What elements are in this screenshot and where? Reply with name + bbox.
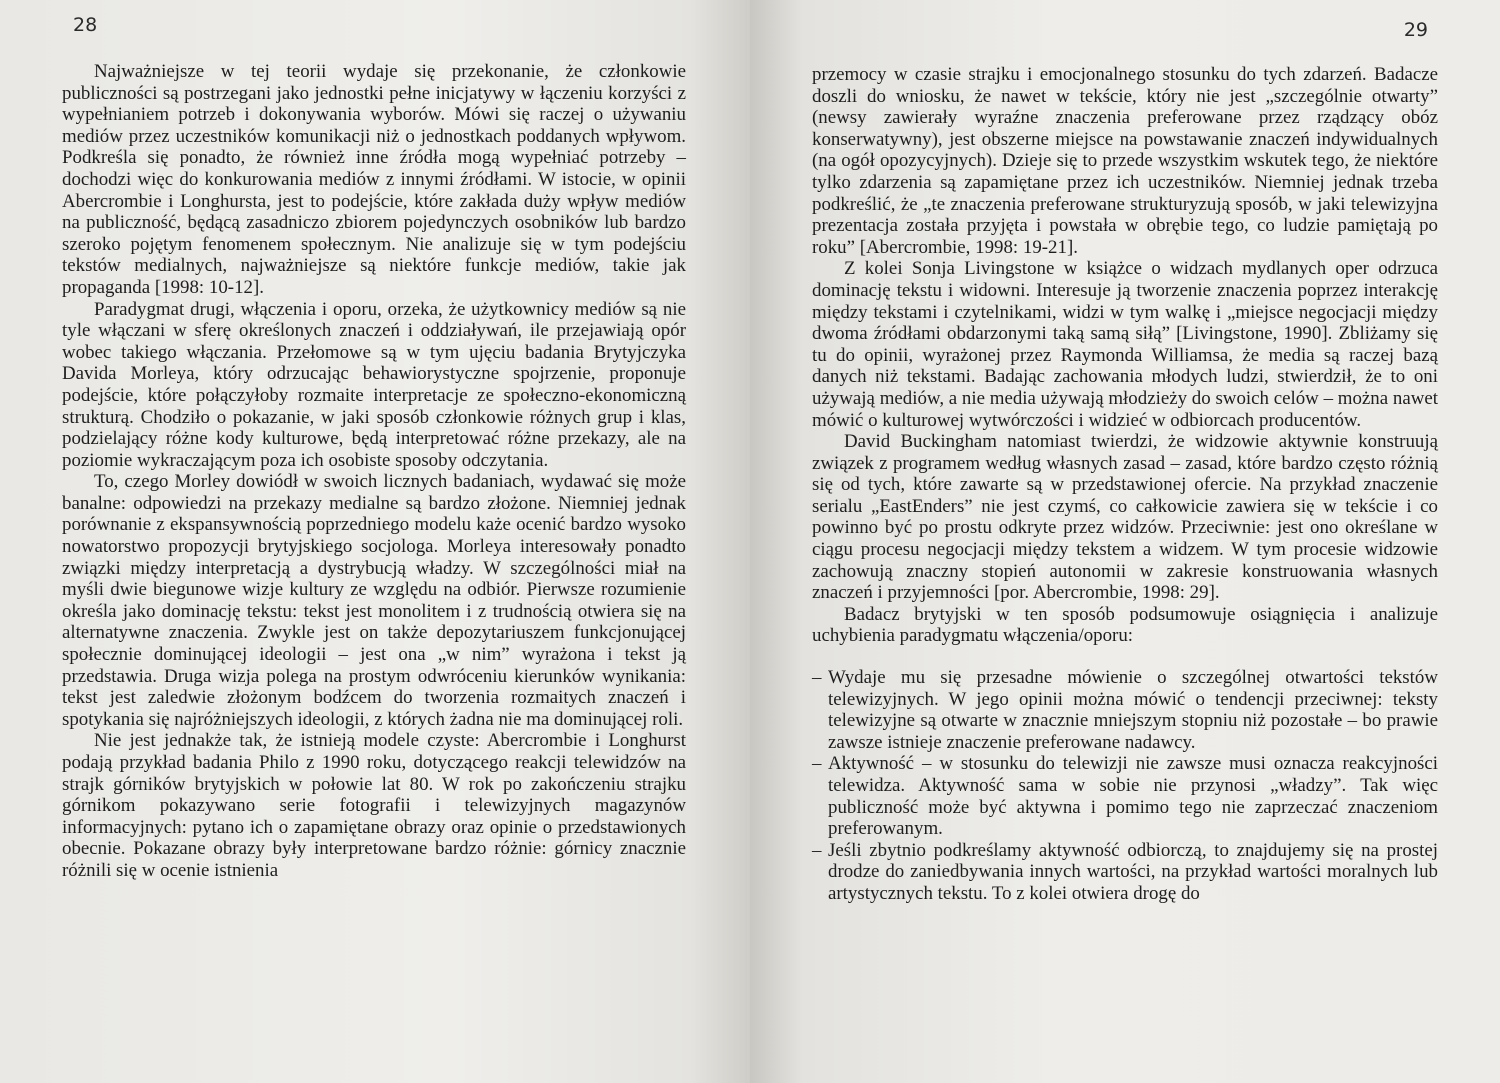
list-item-text: Wydaje mu się przesadne mówienie o szczególnej otwartości tekstów telewizyjnych. W jego opinii można mówić o tendencji przeciwnej: teksty telewizyjne są otwarte w znacznie mniejszym stopniu niż pozostałe – bo prawie zawsze istnieje znaczenie preferowane nadawcy. (828, 667, 1438, 753)
paragraph: Nie jest jednakże tak, że istnieją modele czyste: Abercrombie i Longhurst podają przykład badania Philo z 1990 roku, dotyczącego reakcji telewidzów na strajk górników brytyjskich w połowie lat 80. W rok po zakończeniu strajku górnikom pokazywano serie fotografii i telewizyjnych magazynów informacyjnych: pytano ich o zapamiętane obrazy oraz opinie o przedstawionych obecnie. Pokazane obrazy były interpretowane bardzo różnie: górnicy znacznie różnili się w ocenie istnienia (62, 730, 686, 881)
paragraph: Najważniejsze w tej teorii wydaje się przekonanie, że członkowie publiczności są postrzegani jako jednostki pełne inicjatywy w łączeniu korzyści z wypełnianiem potrzeb i dokonywania wyborów. Mówi się raczej o używaniu mediów przez uczestników komunikacji niż o jednostkach poddanych wpływom. Podkreśla się ponadto, że również inne źródła mogą wypełniać potrzeby – dochodzi więc do konkurowania mediów z innymi źródłami. W istocie, w opinii Abercrombie i Longhursta, jest to podejście, które zakłada duży wpływ mediów na publiczność, będącą zasadniczo zbiorem pojedynczych osobników lub bardzo szeroko pojętym fenomenem społecznym. Nie analizuje się w tym podejściu tekstów medialnych, najważniejsze są niektóre funkcje mediów, takie jak propaganda [1998: 10-12]. (62, 61, 686, 298)
bullet-dash: – (812, 839, 822, 861)
right-page-text (812, 64, 1438, 905)
paragraph: David Buckingham natomiast twierdzi, że widzowie aktywnie konstruują związek z programem według własnych zasad – zasad, które bardzo często różnią się od tych, które zawarte są w przedstawionej ofercie. Na przykład znaczenie serialu „EastEnders” nie jest czymś, co całkowicie zawiera się w tekście i co powinno być po prostu odkryte przez widzów. Przeciwnie: jest ono określane w ciągu procesu negocjacji między tekstem a widzem. W tym procesie widzowie zachowują znaczny stopień autonomii w zakresie konstruowania własnych znaczeń i przyjemności [por. Abercrombie, 1998: 29]. (812, 431, 1438, 604)
paragraph: Z kolei Sonja Livingstone w książce o widzach mydlanych oper odrzuca dominację tekstu i widowni. Interesuje ją tworzenie znaczenia poprzez interakcję między tekstami i czytelnikami, widzi w tym walkę i „miejsce negocjacji między dwoma źródłami obdarzonymi taką samą siłą” [Livingstone, 1990]. Zbliżamy się tu do opinii, wyrażonej przez Raymonda Williamsa, że media są raczej bazą danych niż tekstami. Badając zachowania młodych ludzi, stwierdził, że to oni używają mediów, a nie media używają młodzieży do swoich celów – można nawet mówić o kulturowej wytwórczości i widzieć w odbiorcach producentów. (812, 258, 1438, 431)
paragraph: przemocy w czasie strajku i emocjonalnego stosunku do tych zdarzeń. Badacze doszli do wniosku, że nawet w tekście, który nie jest „szczególnie otwarty” (newsy zawierały wyraźne znaczenia preferowane przez rządzący obóz konserwatywny), jest obszerne miejsce na powstawanie znaczeń indywidualnych (na ogół opozycyjnych). Dzieje się to przede wszystkim wskutek tego, że niektóre tylko zdarzenia są zapamiętane przez ich uczestników. Niemniej jednak trzeba podkreślić, że „te znaczenia preferowane strukturyzują sposób, w jaki telewizyjna prezentacja została przyjęta i powstała w obrębie tego, co ludzie pamiętają po roku” [Abercrombie, 1998: 19-21]. (812, 64, 1438, 258)
bullet-list (812, 667, 1438, 905)
page-number-left: 28 (73, 14, 98, 36)
list-item-text: Jeśli zbytnio podkreślamy aktywność odbiorczą, to znajdujemy się na prostej drodze do zaniedbywania innych wartości, na przykład wartości moralnych lub artystycznych tekstu. To z kolei otwiera drogę do (828, 839, 1438, 904)
paragraph: Paradygmat drugi, włączenia i oporu, orzeka, że użytkownicy mediów są nie tyle włączani w sferę określonych znaczeń i oddziaływań, ile przejawiają opór wobec takiego włączania. Przełomowe są w tym ujęciu badania Brytyjczyka Davida Morleya, który odrzucając behawiorystyczne spojrzenie, proponuje podejście, które połączyłoby rozmaite interpretacje ze społeczno-ekonomiczną strukturą. Chodziło o pokazanie, w jaki sposób członkowie różnych grup i klas, podzielający różne kody kulturowe, będą interpretować różne przekazy, ale na poziomie wykraczającym poza ich osobiste sposoby odczytania. (62, 298, 686, 471)
left-page-text (62, 61, 686, 882)
paragraph: Badacz brytyjski w ten sposób podsumowuje osiągnięcia i analizuje uchybienia paradygmatu włączenia/oporu: (812, 603, 1438, 647)
list-item (812, 840, 1438, 905)
paragraph-gap (812, 647, 1438, 667)
list-item-text: Aktywność – w stosunku do telewizji nie zawsze musi oznacza reakcyjności telewidza. Aktywność sama w sobie nie przynosi „władzy”. Tak więc publiczność może być aktywna i pomimo tego nie zaprzeczać znaczeniom preferowanym. (828, 753, 1438, 840)
bullet-dash: – (812, 753, 822, 775)
bullet-dash: – (812, 667, 822, 689)
right-page (750, 0, 1500, 1083)
paragraph: To, czego Morley dowiódł w swoich licznych badaniach, wydawać się może banalne: odpowiedzi na przekazy medialne są bardzo złożone. Niemniej jednak porównanie z ekspansywnością poprzedniego modelu każe ocenić bardzo wysoko nowatorstwo propozycji brytyjskiego socjologa. Morleya interesowały ponadto związki między interpretacją a dystrybucją władzy. W szczególności miał na myśli dwie biegunowe wizje kultury ze względu na odbiór. Pierwsze rozumienie określa jako dominację tekstu: tekst jest monolitem i z trudnością otwiera się na alternatywne znaczenia. Zwykle jest on także depozytariuszem funkcjonującej społecznie dominującej ideologii – jest ona „w nim” wyrażona i tekst ją przedstawia. Druga wizja polega na prostym odwróceniu kierunków wynikania: tekst jest zaledwie złożonym bodźcem do tworzenia rozmaitych znaczeń i spotykania się najróżniejszych ideologii, z których żadna nie ma dominującej roli. (62, 471, 686, 730)
list-item (812, 667, 1438, 753)
page-number-right: 29 (1403, 19, 1428, 41)
list-item (812, 753, 1438, 839)
